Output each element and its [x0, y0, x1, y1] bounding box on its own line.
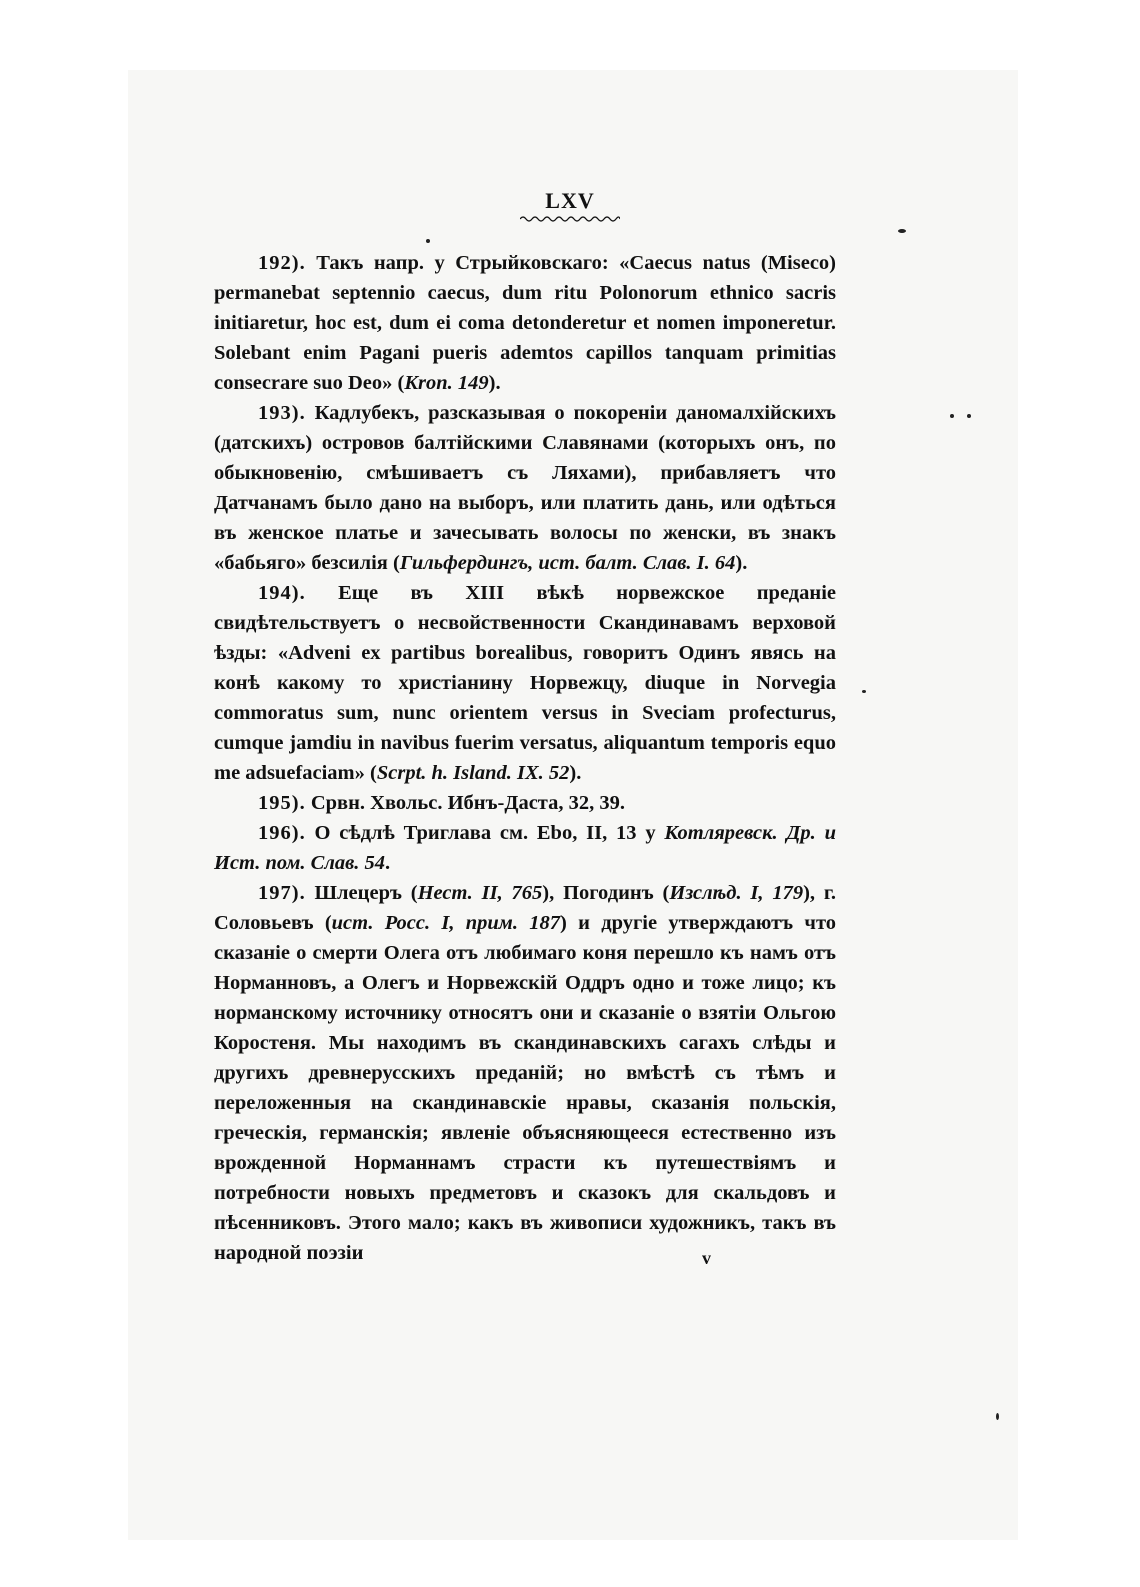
footnote-citation: Котляревск. Др. и Ист. пом. Слав. 54 [214, 822, 837, 874]
footnote-194 [214, 578, 836, 788]
footnote-197 [214, 878, 836, 1268]
footnote-193 [214, 398, 836, 578]
footnote-text: О сѣдлѣ Триглава см. Ebo, II, 13 у [314, 822, 665, 844]
footnote-number: 194). [258, 582, 306, 604]
footnote-196 [214, 818, 836, 878]
scan-speck [898, 229, 906, 233]
footnote-citation: ист. Росс. I, прим. 187 [331, 912, 561, 934]
footnote-192 [214, 248, 836, 398]
footnote-citation: Гильфердингъ, ист. балт. Слав. I. 64 [399, 552, 736, 574]
signature-mark: v [702, 1248, 711, 1268]
footnote-citation: Нест. II, 765 [417, 882, 543, 904]
scan-speck [950, 414, 954, 418]
footnote-number: 196). [258, 822, 306, 844]
scan-speck [426, 239, 430, 243]
scan-speck [862, 690, 866, 693]
footnote-text: Такъ напр. у Стрыйковскаго: «Caecus natus (Miseco) permanebat septennio caecus, dum ritu Polonorum ethnico sacris initiaretur, hoc est, dum ei coma detonderetur et nomen imponeretur. Solebant enim Pagani pueris ademtos capillos tanquam primitias consecrare suo Deo» ( [214, 252, 836, 394]
footnote-number: 192). [258, 252, 306, 274]
footnote-number: 195). [258, 792, 306, 814]
footnote-195 [214, 788, 836, 818]
footnote-text: ), г. Соловьевъ ( [214, 882, 837, 934]
scan-speck [996, 1413, 999, 1420]
footnote-number: 197). [258, 882, 306, 904]
footnote-citation: Изслѣд. I, 179 [669, 882, 804, 904]
footnote-text: Шлецеръ ( [314, 882, 418, 904]
footnote-text: ), Погодинъ ( [542, 882, 670, 904]
footnote-citation: Kron. 149 [404, 372, 489, 394]
footnote-text-end: . [385, 852, 391, 874]
footnote-text: Кадлубекъ, разсказывая о покореніи даномалхійскихъ (датскихъ) островов балтійскими Славянами (которыхъ онъ, по обыкновенію, смѣшиваетъ съ Ляхами), прибавляетъ что Датчанамъ было дано на выборъ, или платить дань, или одѣться въ женское платье и зачесывать волосы по женски, въ знакъ «бабьяго» безсилія ( [214, 402, 836, 574]
footnote-text-end: ). [488, 372, 501, 394]
footnote-text-end: ). [569, 762, 582, 784]
page-header [0, 188, 1140, 223]
footnote-text: ) и другіе утверждаютъ что сказаніе о смерти Олега отъ любимаго коня перешло къ намъ отъ Норманновъ, а Олегъ и Норвежскій Оддръ одно и тоже лицо; къ норманскому источнику относятъ они и сказаніе о взятіи Ольгою Коростеня. Мы находимъ въ скандинавскихъ сагахъ слѣды и другихъ древнерусскихъ преданій; но вмѣстѣ съ тѣмъ и переложенныя на скандинавскіе нравы, сказанія польскія, греческія, германскія; явленіе объясняющееся естественно изъ врожденной Норманнамъ страсти къ путешествіямъ и потребности новыхъ предметовъ и сказокъ для скальдовъ и пѣсенниковъ. Этого мало; какъ въ живописи художникъ, такъ въ народной поэзіи [214, 912, 837, 1264]
wavy-ornament-icon [520, 215, 620, 223]
scan-speck [967, 414, 971, 418]
footnote-text-end: ). [735, 552, 748, 574]
footnotes [214, 248, 836, 1268]
footnote-text: Срвн. Хвольс. Ибнъ-Даста, 32, 39. [310, 792, 626, 814]
footnote-citation: Scrpt. h. Island. IX. 52 [376, 762, 570, 784]
page-number: LXV [545, 188, 595, 213]
footnote-number: 193). [258, 402, 306, 424]
footnote-text: Еще въ XIII вѣкѣ норвежское преданіе свидѣтельствуетъ о несвойственности Скандинавамъ верховой ѣзды: «Adveni ex partibus borealibus, говоритъ Одинъ явясь на конѣ какому то христіанину Норвежцу, diuque in Norvegia commoratus sum, nunc orientem versus in Sveciam profecturus, cumque jamdiu in navibus fuerim versatus, aliquantum temporis equo me adsuefaciam» ( [214, 582, 837, 784]
